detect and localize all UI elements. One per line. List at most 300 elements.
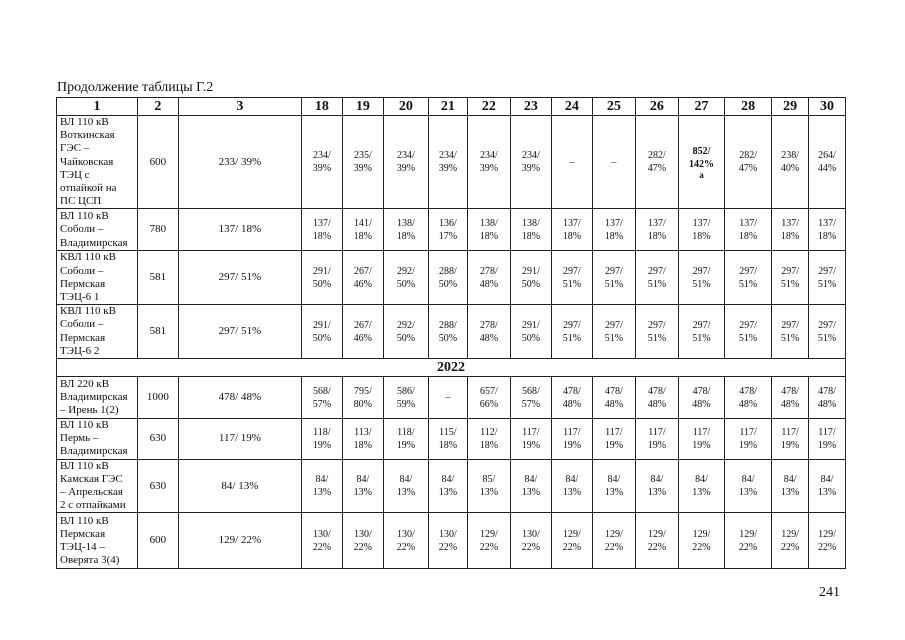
load-value-text: 478/ <box>692 385 711 397</box>
load-value-text: 50% <box>396 332 416 344</box>
load-value-text: 19% <box>738 439 758 451</box>
load-value-text: 51% <box>780 332 800 344</box>
load-value-text: 84/ <box>695 474 708 486</box>
line-name-text: Чайковская <box>60 155 114 168</box>
load-value-text: – <box>611 156 617 168</box>
load-value-text: 297/ <box>648 265 666 277</box>
load-value-cell <box>772 513 809 569</box>
load-value-cell <box>383 305 428 359</box>
load-value-text: 18% <box>479 439 499 451</box>
load-value-text: 117/ <box>522 426 540 438</box>
header-cell: 21 <box>428 98 467 116</box>
base-load-cell: 297/ 51% <box>178 305 301 359</box>
load-value-cell <box>383 209 428 251</box>
line-name-text: Пермская <box>60 277 106 290</box>
load-value-text: 39% <box>396 163 416 175</box>
load-value-text: 278/ <box>479 319 498 331</box>
header-cell: 25 <box>592 98 635 116</box>
load-value-text: 291/ <box>521 319 540 331</box>
line-name-cell <box>57 251 138 305</box>
load-value-cell <box>809 251 846 305</box>
load-value-text: 84/ <box>524 474 538 486</box>
load-value-text: 137/ <box>692 217 711 229</box>
load-value-text: 13% <box>738 487 758 499</box>
load-value-text: 51% <box>692 332 711 344</box>
load-value-cell <box>342 513 383 569</box>
load-value-text: 39% <box>353 163 373 175</box>
load-value-text: 292/ <box>396 265 415 277</box>
load-value-text: 84/ <box>565 474 579 486</box>
load-value-cell <box>428 513 467 569</box>
load-value-text: 137/ <box>312 217 331 229</box>
load-value-text: 50% <box>521 278 541 290</box>
load-value-text: 57% <box>521 398 541 410</box>
load-value-cell <box>725 116 772 209</box>
load-value-text: 478/ <box>739 385 757 397</box>
load-value-text: 22% <box>738 541 758 553</box>
line-name-cell <box>57 513 138 569</box>
load-value-text: 19% <box>562 439 582 451</box>
header-cell: 29 <box>772 98 809 116</box>
capacity-cell: 600 <box>137 116 178 209</box>
load-value-cell <box>725 419 772 460</box>
load-value-cell <box>342 377 383 419</box>
load-value-text: 18% <box>438 439 458 451</box>
load-value-cell <box>592 305 635 359</box>
load-value-text: 117/ <box>563 426 581 438</box>
load-value-text: 18% <box>738 230 758 242</box>
load-value-cell <box>301 459 342 513</box>
load-value-text: 19% <box>780 439 800 451</box>
load-value-text: 18% <box>692 230 711 242</box>
load-value-cell <box>678 419 724 460</box>
load-value-text: 297/ <box>604 265 623 277</box>
load-value-text: 48% <box>738 398 758 410</box>
load-value-text: 40% <box>780 163 800 175</box>
load-value-text: 51% <box>604 278 624 290</box>
load-value-text: 19% <box>396 439 416 451</box>
load-value-text: 129/ <box>562 528 581 540</box>
load-value-text: 18% <box>353 230 373 242</box>
load-value-text: 19% <box>647 439 667 451</box>
load-value-text: 142% <box>688 159 714 171</box>
capacity-cell: 1000 <box>137 377 178 419</box>
load-value-cell <box>635 377 678 419</box>
load-value-text: 478/ <box>648 385 666 397</box>
line-name-text: отпайкой на <box>60 182 117 195</box>
load-value-cell <box>678 513 724 569</box>
load-value-cell <box>510 209 551 251</box>
load-value-cell <box>809 513 846 569</box>
load-value-text: 129/ <box>781 528 799 540</box>
load-value-text: 19% <box>312 439 332 451</box>
load-value-text: 130/ <box>439 528 457 540</box>
load-value-text: 39% <box>438 163 458 175</box>
table-row <box>57 305 846 359</box>
header-cell: 18 <box>301 98 342 116</box>
load-value-text: 50% <box>438 332 458 344</box>
load-value-text: 50% <box>312 332 332 344</box>
load-value-cell <box>725 459 772 513</box>
load-value-text: 51% <box>562 332 582 344</box>
load-value-text: 19% <box>692 439 711 451</box>
line-name-text: Пермская <box>60 527 106 540</box>
load-value-text: 66% <box>479 398 499 410</box>
load-value-text: 13% <box>692 487 711 499</box>
load-value-cell <box>510 513 551 569</box>
line-name-text: Соболи – <box>60 318 104 331</box>
load-value-text: 288/ <box>439 319 457 331</box>
load-value-text: 50% <box>521 332 541 344</box>
load-value-text: 657/ <box>479 385 498 397</box>
load-value-text: 129/ <box>479 528 498 540</box>
line-name-text: Пермская <box>60 331 106 344</box>
load-value-cell <box>809 209 846 251</box>
line-name-text: Владимирская <box>60 390 128 403</box>
load-value-cell <box>592 251 635 305</box>
load-value-cell <box>301 209 342 251</box>
capacity-cell: 780 <box>137 209 178 251</box>
capacity-cell: 581 <box>137 251 178 305</box>
load-value-text: 130/ <box>312 528 331 540</box>
load-value-cell <box>725 305 772 359</box>
load-value-cell <box>772 116 809 209</box>
base-load-cell: 129/ 22% <box>178 513 301 569</box>
load-value-cell <box>678 305 724 359</box>
load-value-cell <box>383 377 428 419</box>
load-value-cell <box>301 305 342 359</box>
load-value-text: 288/ <box>439 265 457 277</box>
capacity-cell: 630 <box>137 419 178 460</box>
table-row <box>57 251 846 305</box>
load-value-text: 18% <box>479 230 499 242</box>
load-value-text: 48% <box>562 398 582 410</box>
line-name-cell <box>57 305 138 359</box>
load-value-cell <box>725 513 772 569</box>
line-name-text: ВЛ 110 кВ <box>60 459 109 472</box>
header-cell: 28 <box>725 98 772 116</box>
load-value-cell <box>551 305 592 359</box>
load-value-cell <box>809 459 846 513</box>
load-value-cell <box>592 513 635 569</box>
load-value-text: 13% <box>479 487 499 499</box>
line-name-cell <box>57 116 138 209</box>
load-value-cell <box>510 459 551 513</box>
load-value-text: 13% <box>780 487 800 499</box>
load-value-cell <box>772 209 809 251</box>
load-value-cell <box>383 513 428 569</box>
load-value-cell <box>301 419 342 460</box>
load-value-text: 84/ <box>783 474 797 486</box>
line-name-text: ПС ЦСП <box>60 195 102 208</box>
load-value-text: 80% <box>353 398 373 410</box>
capacity-cell: 630 <box>137 459 178 513</box>
load-value-text: 117/ <box>692 426 711 438</box>
table-row <box>57 419 846 460</box>
load-value-text: 46% <box>353 332 373 344</box>
base-load-cell: 137/ 18% <box>178 209 301 251</box>
table-row <box>57 513 846 569</box>
load-value-cell <box>551 513 592 569</box>
load-value-cell <box>592 116 635 209</box>
load-value-text: 44% <box>817 163 837 175</box>
load-value-text: 51% <box>780 278 800 290</box>
load-value-text: 138/ <box>396 217 415 229</box>
load-value-cell <box>467 513 510 569</box>
header-cell: 30 <box>809 98 846 116</box>
load-value-text: 84/ <box>356 474 370 486</box>
note-mark: а <box>699 170 704 181</box>
load-value-text: 13% <box>604 487 624 499</box>
load-value-cell <box>772 419 809 460</box>
load-value-cell <box>678 209 724 251</box>
table-row <box>57 459 846 513</box>
load-value-cell <box>635 209 678 251</box>
table-row <box>57 377 846 419</box>
load-value-text: 234/ <box>439 150 457 162</box>
line-name-text: КВЛ 110 кВ <box>60 305 116 318</box>
load-value-text: 48% <box>647 398 667 410</box>
base-load-cell: 297/ 51% <box>178 251 301 305</box>
load-value-text: 51% <box>647 278 667 290</box>
load-value-text: 568/ <box>312 385 331 397</box>
load-value-text: 137/ <box>781 217 799 229</box>
load-value-cell <box>428 209 467 251</box>
load-value-text: 129/ <box>604 528 623 540</box>
load-table <box>56 97 846 569</box>
load-value-text: 117/ <box>605 426 623 438</box>
load-value-text: 48% <box>817 398 837 410</box>
load-value-text: 234/ <box>396 150 415 162</box>
load-value-text: 51% <box>817 278 837 290</box>
load-value-text: 137/ <box>562 217 581 229</box>
load-value-text: 138/ <box>521 217 540 229</box>
load-value-text: 18% <box>604 230 624 242</box>
load-value-cell <box>467 116 510 209</box>
load-value-text: 22% <box>817 541 837 553</box>
load-value-text: 18% <box>396 230 416 242</box>
load-value-cell <box>592 459 635 513</box>
load-value-cell <box>467 419 510 460</box>
load-value-text: 297/ <box>818 265 836 277</box>
load-value-text: 13% <box>521 487 541 499</box>
load-value-cell <box>342 209 383 251</box>
header-cell: 20 <box>383 98 428 116</box>
header-cell: 3 <box>178 98 301 116</box>
load-value-text: 129/ <box>739 528 757 540</box>
load-value-cell <box>635 305 678 359</box>
load-value-text: 297/ <box>692 265 711 277</box>
load-value-cell <box>592 377 635 419</box>
header-cell: 1 <box>57 98 138 116</box>
load-value-text: 297/ <box>739 319 757 331</box>
load-value-text: 13% <box>438 487 458 499</box>
base-load-cell: 117/ 19% <box>178 419 301 460</box>
header-cell: 24 <box>551 98 592 116</box>
table-row <box>57 209 846 251</box>
load-value-text: 137/ <box>818 217 836 229</box>
load-value-cell <box>592 209 635 251</box>
load-value-text: 137/ <box>604 217 623 229</box>
load-value-text: 50% <box>438 278 458 290</box>
load-value-text: 17% <box>438 230 458 242</box>
load-value-text: 141/ <box>353 217 372 229</box>
load-value-text: 84/ <box>820 474 834 486</box>
load-value-cell <box>301 377 342 419</box>
load-value-text: 48% <box>780 398 800 410</box>
load-value-text: 297/ <box>562 265 581 277</box>
line-name-text: ВЛ 110 кВ <box>60 116 109 128</box>
load-value-text: 22% <box>647 541 667 553</box>
load-value-cell <box>342 419 383 460</box>
line-name-text: Владимирская <box>60 236 128 249</box>
load-value-text: 18% <box>521 230 541 242</box>
load-value-cell <box>809 377 846 419</box>
load-value-text: 267/ <box>353 265 372 277</box>
load-value-text: 118/ <box>313 426 331 438</box>
load-value-cell <box>428 116 467 209</box>
load-value-text: 48% <box>692 398 711 410</box>
header-cell: 23 <box>510 98 551 116</box>
line-name-text: – Апрельская <box>60 486 123 499</box>
load-value-text: 18% <box>562 230 582 242</box>
line-name-text: 2 с отпайками <box>60 499 126 512</box>
load-value-cell <box>342 116 383 209</box>
header-cell: 19 <box>342 98 383 116</box>
load-value-text: 297/ <box>648 319 666 331</box>
load-value-text: 84/ <box>650 474 664 486</box>
load-value-cell <box>383 116 428 209</box>
load-value-cell <box>551 419 592 460</box>
load-value-text: 84/ <box>315 474 329 486</box>
load-value-text: 39% <box>521 163 541 175</box>
load-value-cell <box>467 209 510 251</box>
load-value-text: – <box>445 392 451 404</box>
load-value-cell <box>428 459 467 513</box>
load-value-text: 13% <box>647 487 667 499</box>
load-value-text: 297/ <box>739 265 757 277</box>
load-value-cell <box>510 419 551 460</box>
load-value-text: 51% <box>738 278 758 290</box>
load-value-text: 59% <box>396 398 416 410</box>
load-value-cell <box>301 251 342 305</box>
load-value-text: 137/ <box>739 217 757 229</box>
base-load-cell: 233/ 39% <box>178 116 301 209</box>
load-value-text: 282/ <box>648 150 666 162</box>
load-value-text: 13% <box>562 487 582 499</box>
header-cell: 27 <box>678 98 724 116</box>
load-value-text: 22% <box>479 541 499 553</box>
load-value-text: 112/ <box>480 426 498 438</box>
header-cell: 2 <box>137 98 178 116</box>
load-value-text: 46% <box>353 278 373 290</box>
line-name-text: Владимирская <box>60 445 128 458</box>
header-cell: 22 <box>467 98 510 116</box>
load-value-text: 22% <box>692 541 711 553</box>
load-value-text: 478/ <box>604 385 623 397</box>
line-name-text: ВЛ 220 кВ <box>60 377 110 390</box>
table-header-row <box>57 98 846 116</box>
load-value-text: 278/ <box>479 265 498 277</box>
load-value-text: 234/ <box>521 150 540 162</box>
load-value-cell <box>809 116 846 209</box>
load-value-text: 291/ <box>312 319 331 331</box>
load-value-text: 19% <box>817 439 837 451</box>
load-value-text: 117/ <box>739 426 757 438</box>
load-value-text: 238/ <box>781 150 799 162</box>
load-value-text: 138/ <box>479 217 498 229</box>
load-value-cell <box>678 251 724 305</box>
load-value-cell <box>635 419 678 460</box>
load-value-text: 291/ <box>312 265 331 277</box>
load-value-text: 129/ <box>648 528 666 540</box>
load-value-text: 478/ <box>781 385 799 397</box>
load-value-text: 22% <box>312 541 332 553</box>
load-value-text: 137/ <box>648 217 666 229</box>
load-value-text: 51% <box>562 278 582 290</box>
load-value-cell <box>635 251 678 305</box>
load-value-text: 129/ <box>692 528 711 540</box>
load-value-text: 297/ <box>604 319 623 331</box>
load-value-text: 13% <box>817 487 837 499</box>
capacity-cell: 581 <box>137 305 178 359</box>
load-value-text: 50% <box>396 278 416 290</box>
load-value-text: 22% <box>521 541 541 553</box>
load-value-text: 113/ <box>354 426 372 438</box>
table-caption: Продолжение таблицы Г.2 <box>57 80 214 95</box>
year-label: 2022 <box>57 359 846 377</box>
load-value-text: 22% <box>604 541 624 553</box>
load-value-text: 282/ <box>739 150 757 162</box>
line-name-text: ТЭЦ с <box>60 168 90 181</box>
line-name-text: ТЭЦ-6 2 <box>60 344 100 357</box>
load-value-cell <box>428 419 467 460</box>
load-value-cell <box>635 459 678 513</box>
load-value-text: 264/ <box>818 150 836 162</box>
load-value-cell <box>635 116 678 209</box>
load-value-cell <box>678 459 724 513</box>
load-value-cell <box>342 459 383 513</box>
line-name-text: – Ирень 1(2) <box>60 404 119 417</box>
line-name-text: Соболи – <box>60 264 104 277</box>
line-name-text: ВЛ 110 кВ <box>60 210 109 223</box>
load-value-text: 51% <box>692 278 711 290</box>
load-value-cell <box>772 251 809 305</box>
load-value-cell <box>678 116 724 209</box>
load-value-text: 234/ <box>479 150 498 162</box>
load-value-text: 297/ <box>781 265 799 277</box>
line-name-text: Камская ГЭС <box>60 472 123 485</box>
load-value-text: 51% <box>647 332 667 344</box>
load-value-text: 586/ <box>396 385 415 397</box>
load-value-cell <box>510 305 551 359</box>
load-value-cell <box>301 116 342 209</box>
base-load-cell: 84/ 13% <box>178 459 301 513</box>
load-value-text: 117/ <box>781 426 799 438</box>
load-value-cell <box>725 251 772 305</box>
header-cell: 26 <box>635 98 678 116</box>
line-name-text: Соболи – <box>60 223 104 236</box>
line-name-text: ВЛ 110 кВ <box>60 419 109 432</box>
load-value-cell <box>342 251 383 305</box>
load-value-text: 51% <box>738 332 758 344</box>
load-value-text: 235/ <box>353 150 372 162</box>
page-number: 241 <box>819 585 840 600</box>
load-value-cell <box>301 513 342 569</box>
load-value-text: 18% <box>817 230 837 242</box>
base-load-cell: 478/ 48% <box>178 377 301 419</box>
load-value-text: 22% <box>353 541 373 553</box>
